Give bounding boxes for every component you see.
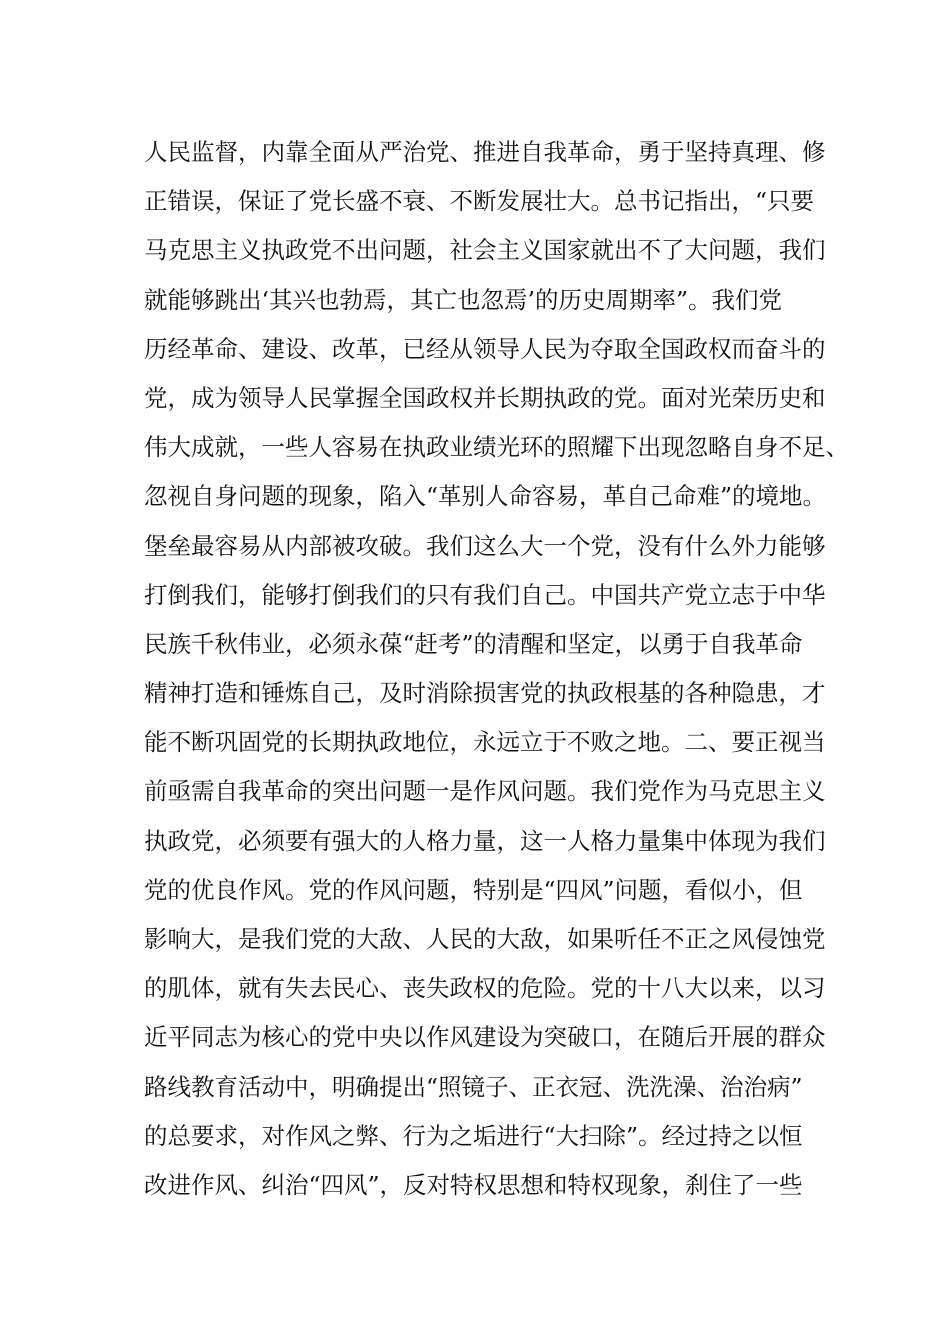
text-line: 影响大，是我们党的大敌、人民的大敌，如果听任不正之风侵蚀党 [144, 925, 826, 953]
text-line: 改进作风、纠治“四风”，反对特权思想和特权现象，刹住了一些 [144, 1170, 803, 1199]
text-line: 正错误，保证了党长盛不衰、不断发展壮大。总书记指出，“只要 [144, 187, 815, 216]
text-line: 马克思主义执政党不出问题，社会主义国家就出不了大问题，我们 [144, 236, 826, 265]
text-line: 打倒我们，能够打倒我们的只有我们自己。中国共产党立志于中华 [144, 580, 826, 609]
text-line: 历经革命、建设、改革，已经从领导人民为夺取全国政权而奋斗的 [144, 334, 826, 363]
text-line: 的肌体，就有失去民心、丧失政权的危险。党的十八大以来，以习 [144, 974, 826, 1003]
text-line: 执政党，必须要有强大的人格力量，这一人格力量集中体现为我们 [144, 826, 826, 855]
text-line: 近平同志为核心的党中央以作风建设为突破口，在随后开展的群众 [144, 1023, 826, 1052]
text-line: 就能够跳出‘其兴也勃焉，其亡也忽焉’的历史周期率”。我们党 [144, 285, 782, 314]
body-text [144, 128, 849, 1210]
text-line: 党，成为领导人民掌握全国政权并长期执政的党。面对光荣历史和 [144, 383, 826, 412]
text-line: 路线教育活动中，明确提出“照镜子、正衣冠、洗洗澡、治治病” [144, 1072, 803, 1101]
text-line: 能不断巩固党的长期执政地位，永远立于不败之地。二、要正视当 [144, 728, 826, 757]
text-line: 人民监督，内靠全面从严治党、推进自我革命，勇于坚持真理、修 [144, 138, 826, 166]
text-line: 忽视自身问题的现象，陷入“革别人命容易，革自己命难”的境地。 [144, 482, 827, 511]
text-line: 堡垒最容易从内部被攻破。我们这么大一个党，没有什么外力能够 [144, 531, 826, 560]
text-line: 党的优良作风。党的作风问题，特别是“四风”问题，看似小，但 [144, 875, 803, 904]
text-line: 伟大成就，一些人容易在执政业绩光环的照耀下出现忽略自身不足、 [144, 433, 849, 462]
text-line: 民族千秋伟业，必须永葆“赶考”的清醒和坚定，以勇于自我革命 [144, 629, 803, 658]
text-line: 前亟需自我革命的突出问题一是作风问题。我们党作为马克思主义 [144, 777, 826, 806]
text-line: 精神打造和锤炼自己，及时消除损害党的执政根基的各种隐患，才 [144, 679, 826, 708]
text-line: 的总要求，对作风之弊、行为之垢进行“大扫除”。经过持之以恒 [144, 1121, 803, 1150]
